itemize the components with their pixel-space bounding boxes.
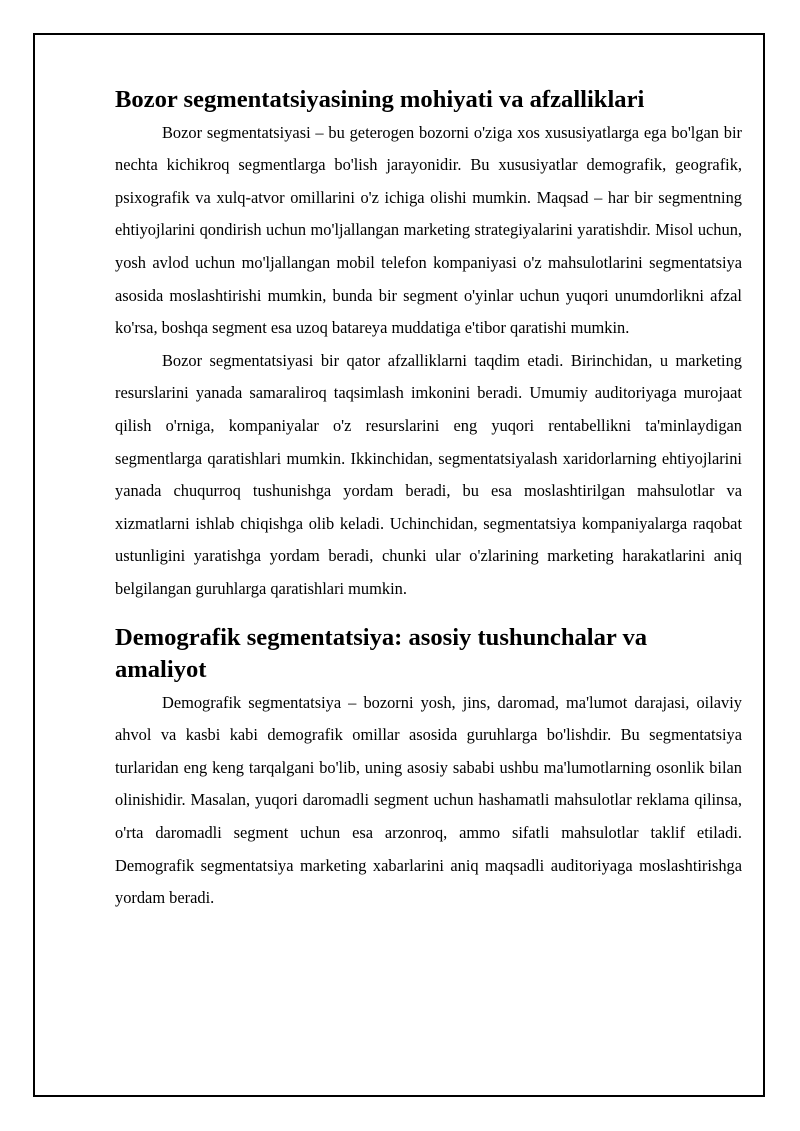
paragraph-3: Demografik segmentatsiya – bozorni yosh, jins, daromad, ma'lumot darajasi, oilaviy ahvol va kasbi kabi demografik omillar asosida guruhlarga bo'lishdir. Bu segmentatsiya turlaridan eng keng tarqalgani bo'lib, uning asosiy sababi ushbu ma'lumotlarning osonlik bilan olinishidir. Masalan, yuqori daromadli segment uchun hashamatli mahsulotlar reklama qilinsa, o'rta daromadli segment uchun esa arzonroq, ammo sifatli mahsulotlar taklif etiladi. Demografik segmentatsiya marketing xabarlarini aniq maqsadli auditoriyaga moslashtirishga yordam beradi. [115, 692, 742, 908]
section-heading-2: Demografik segmentatsiya: asosiy tushunchalar va amaliyot [115, 623, 648, 684]
paragraph-2: Bozor segmentatsiyasi bir qator afzalliklarni taqdim etadi. Birinchidan, u marketing resurslarini yanada samaraliroq taqsimlash imkonini beradi. Umumiy auditoriyaga murojaat qilish o'rniga, kompaniyalar o'z resurslarini eng yuqori rentabellikni ta'minlaydigan segmentlarga qaratishlari mumkin. Ikkinchidan, segmentatsiyalash xaridorlarning ehtiyojlarini yanada chuqurroq tushunishga yordam beradi, bu esa moslashtirilgan mahsulotlar va xizmatlarni ishlab chiqishga olib keladi. Uchinchidan, segmentatsiya kompaniyalarga raqobat ustunligini yaratishga yordam beradi, chunki ular o'zlarining marketing harakatlarini aniq belgilangan guruhlarga qaratishlari mumkin. [115, 350, 742, 598]
section-heading-1: Bozor segmentatsiyasining mohiyati va afzalliklari [115, 86, 645, 113]
document-body [115, 84, 742, 915]
paragraph-1: Bozor segmentatsiyasi – bu geterogen bozorni o'ziga xos xususiyatlarga ega bo'lgan bir nechta kichikroq segmentlarga bo'lish jarayonidir. Bu xususiyatlar demografik, geografik, psixografik va xulq-atvor omillarini o'z ichiga olishi mumkin. Maqsad – har bir segmentning ehtiyojlarini qondirish uchun mo'ljallangan marketing strategiyalarini yaratishdir. Misol uchun, yosh avlod uchun mo'ljallangan mobil telefon kompaniyasi o'z mahsulotlarini segmentatsiya asosida moslashtirishi mumkin, bunda bir segment o'yinlar uchun yuqori unumdorlikni afzal ko'rsa, boshqa segment esa uzoq batareya muddatiga e'tibor qaratishi mumkin. [115, 122, 742, 338]
